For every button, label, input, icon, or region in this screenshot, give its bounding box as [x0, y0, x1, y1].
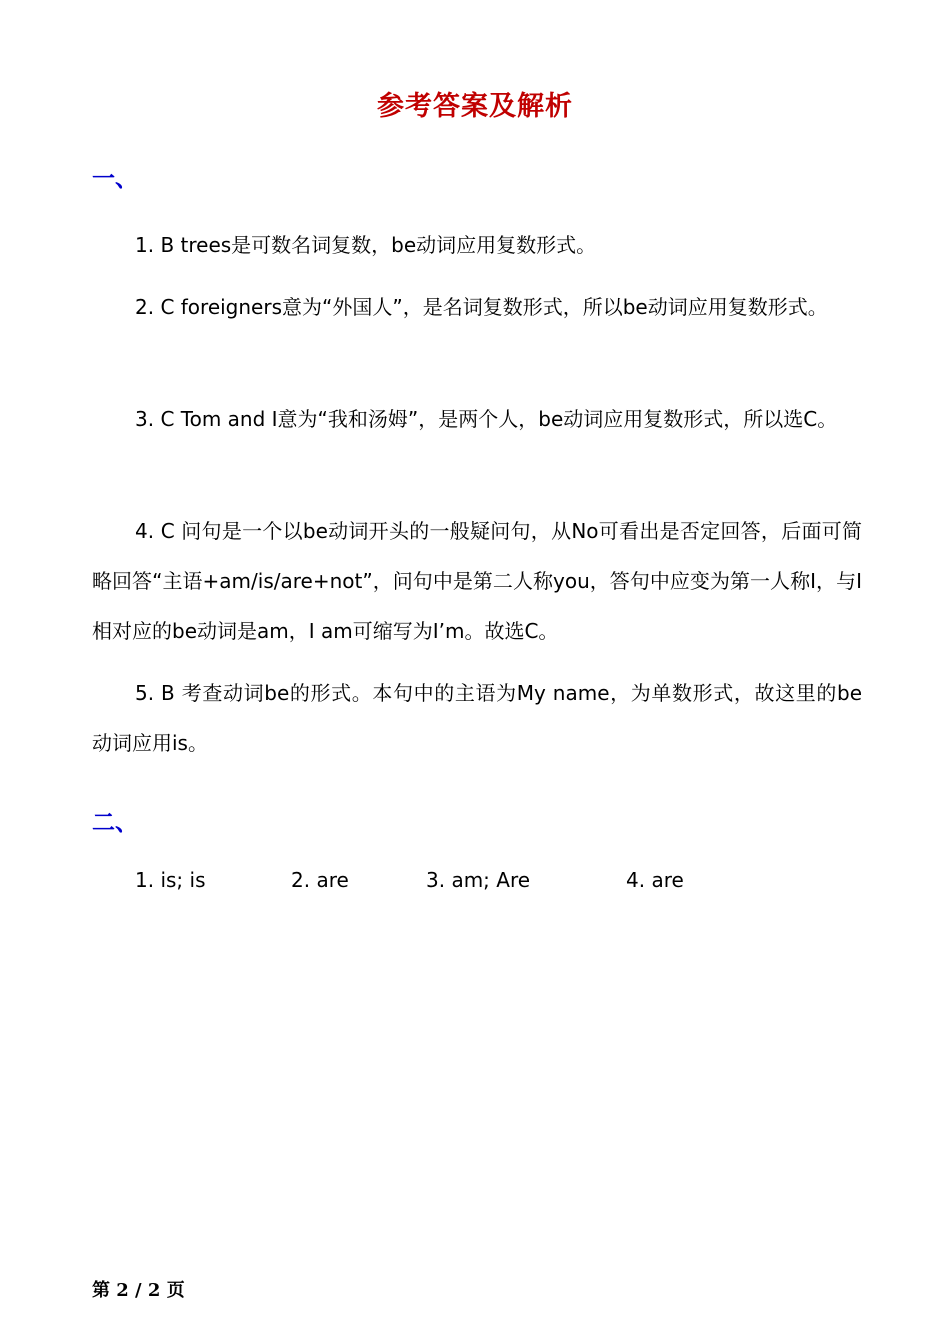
answer-1: 1. is; is	[135, 868, 206, 892]
explanation-item-1: 1. B trees是可数名词复数，be动词应用复数形式。	[135, 233, 597, 257]
answer-2: 2. are	[291, 868, 349, 892]
answer-3: 3. am; Are	[426, 868, 531, 892]
answer-row	[135, 868, 835, 904]
explanation-item-5: 5. B 考查动词be的形式。本句中的主语为My name，为单数形式，故这里的be动词应用is。	[92, 681, 862, 755]
explanation-item-3: 3. C Tom and I意为“我和汤姆”，是两个人，be动词应用复数形式，所以选C。	[135, 407, 838, 431]
section-heading-2: 二、	[92, 810, 138, 836]
explanation-item-4: 4. C 问句是一个以be动词开头的一般疑问句，从No可看出是否定回答，后面可简略回答“主语+am/is/are+not”，问句中是第二人称you，答句中应变为第一人称I，与I相对应的be动词是am，I am可缩写为I’m。故选C。	[92, 519, 862, 643]
section-heading-1: 一、	[92, 166, 138, 192]
answer-4: 4. are	[626, 868, 684, 892]
page-footer: 第 2 / 2 页	[92, 1280, 185, 1301]
explanation-item-2: 2. C foreigners意为“外国人”，是名词复数形式，所以be动词应用复数形式。	[135, 295, 828, 319]
page-title: 参考答案及解析	[377, 91, 573, 122]
